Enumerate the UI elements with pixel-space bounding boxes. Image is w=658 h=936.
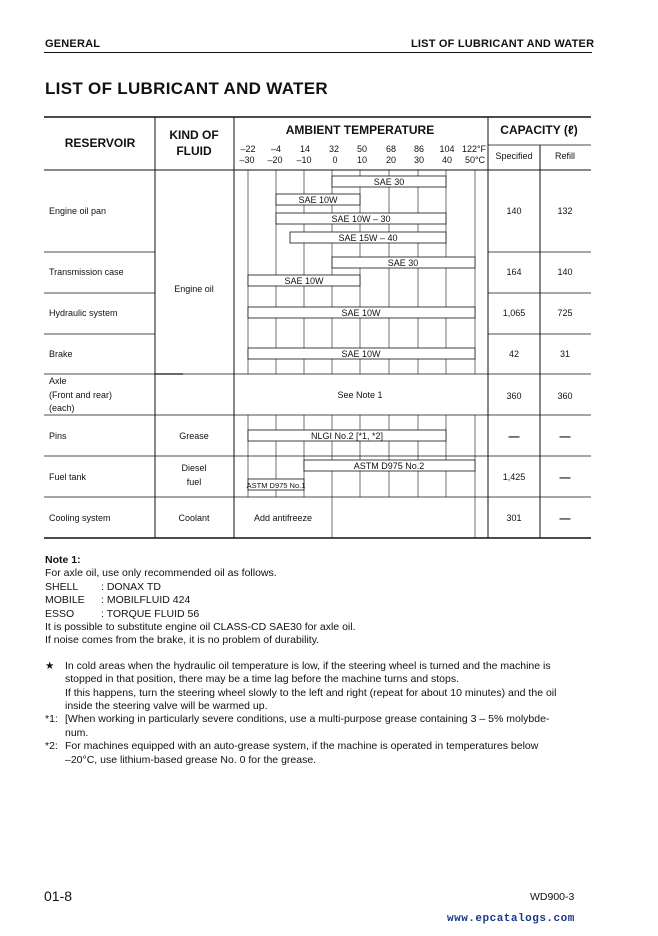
refill-value: — bbox=[559, 431, 571, 443]
specified-value: 301 bbox=[506, 513, 522, 523]
bar-label: ASTM D975 No.1 bbox=[246, 481, 306, 490]
reservoir-header: RESERVOIR bbox=[64, 136, 136, 150]
temp-f-label: 122°F bbox=[461, 144, 487, 154]
bar-label: SAE 30 bbox=[387, 258, 419, 268]
temp-c-label: –30 bbox=[239, 155, 255, 165]
temp-c-label: 10 bbox=[356, 155, 368, 165]
specified-value: 164 bbox=[506, 267, 522, 277]
specified-header: Specified bbox=[495, 151, 533, 161]
star-line: If this happens, turn the steering wheel slowly to the left and right (repeat for about 10 minutes) and the oil bbox=[65, 686, 557, 699]
note-noise: If noise comes from the brake, it is no problem of durability. bbox=[45, 634, 320, 647]
row-axle-each: (each) bbox=[49, 403, 75, 413]
cooling-note: Add antifreeze bbox=[253, 513, 313, 523]
note-substitute: It is possible to substitute engine oil CLASS-CD SAE30 for axle oil. bbox=[45, 621, 356, 634]
temp-c-label: 40 bbox=[441, 155, 453, 165]
model-number: WD900-3 bbox=[530, 891, 575, 903]
row-transmission-case: Transmission case bbox=[49, 267, 124, 277]
refill-value: 140 bbox=[557, 267, 573, 277]
oil-row bbox=[45, 594, 595, 607]
specified-value: 1,065 bbox=[502, 308, 526, 318]
oil-brand: ESSO bbox=[45, 607, 75, 620]
refill-value: — bbox=[559, 513, 571, 525]
star-line: In cold areas when the hydraulic oil temperature is low, if the steering wheel is turned and the machine is bbox=[65, 659, 551, 672]
oil-row bbox=[45, 581, 595, 594]
oil-brand: SHELL bbox=[45, 580, 79, 593]
row-hydraulic-system: Hydraulic system bbox=[49, 308, 118, 318]
temp-f-label: 32 bbox=[328, 144, 340, 154]
note-title: Note 1: bbox=[45, 554, 81, 566]
temp-f-label: 14 bbox=[299, 144, 311, 154]
temp-c-label: 0 bbox=[332, 155, 338, 165]
footnote-line: [When working in particularly severe conditions, use a multi-purpose grease containing 3 – 5% molybde- bbox=[65, 713, 550, 726]
footnote-1 bbox=[45, 713, 595, 740]
footnote-mark: *2: bbox=[45, 740, 58, 753]
refill-value: 360 bbox=[557, 391, 573, 401]
temp-f-label: –22 bbox=[240, 144, 256, 154]
row-axle: Axle bbox=[49, 376, 67, 386]
row-pins: Pins bbox=[49, 431, 67, 441]
refill-value: 132 bbox=[557, 206, 573, 216]
oil-brand: MOBILE bbox=[45, 594, 85, 607]
oil-product: : DONAX TD bbox=[101, 580, 161, 593]
ambient-header: AMBIENT TEMPERATURE bbox=[285, 123, 435, 137]
specified-value: 140 bbox=[506, 206, 522, 216]
row-brake: Brake bbox=[49, 349, 73, 359]
footnote-mark: *1: bbox=[45, 713, 58, 726]
footnote-line: –20°C, use lithium-based grease No. 0 for the grease. bbox=[65, 753, 317, 766]
bar-label: SAE 10W bbox=[284, 276, 324, 286]
temp-f-label: –4 bbox=[270, 144, 282, 154]
star-note bbox=[45, 660, 595, 714]
bar-label: SAE 10W – 30 bbox=[331, 214, 391, 224]
temperature-bars bbox=[247, 176, 475, 490]
oil-product: : MOBILFLUID 424 bbox=[101, 594, 191, 607]
row-axle-sub: (Front and rear) bbox=[49, 390, 113, 400]
notes-section bbox=[45, 554, 595, 767]
oil-row bbox=[45, 608, 595, 621]
specified-value: 1,425 bbox=[502, 472, 526, 482]
temp-c-label: –10 bbox=[296, 155, 312, 165]
bar-label: SAE 10W bbox=[298, 195, 338, 205]
fluid-header-1: KIND OF bbox=[169, 128, 219, 142]
row-cooling-system: Cooling system bbox=[49, 513, 111, 523]
fluid-engine-oil: Engine oil bbox=[174, 284, 214, 294]
star-icon: ★ bbox=[45, 659, 55, 672]
fluid-fuel: fuel bbox=[186, 477, 202, 487]
temp-f-label: 104 bbox=[439, 144, 455, 154]
header-section: GENERAL bbox=[45, 38, 101, 50]
specified-value: — bbox=[508, 431, 520, 443]
temp-c-label: 30 bbox=[413, 155, 425, 165]
footnote-line: num. bbox=[65, 726, 89, 739]
footnote-2 bbox=[45, 740, 595, 767]
row-engine-oil-pan: Engine oil pan bbox=[49, 206, 107, 216]
bar-label: SAE 30 bbox=[373, 177, 405, 187]
watermark: www.epcatalogs.com bbox=[447, 913, 575, 925]
footnote-line: For machines equipped with an auto-grease system, if the machine is operated in temperatures below bbox=[65, 740, 539, 753]
temp-c-label: 20 bbox=[385, 155, 397, 165]
fluid-coolant: Coolant bbox=[178, 513, 210, 523]
temp-c-label: 50°C bbox=[464, 155, 486, 165]
specified-value: 42 bbox=[508, 349, 520, 359]
row-fuel-tank: Fuel tank bbox=[49, 472, 87, 482]
refill-value: 725 bbox=[557, 308, 573, 318]
star-line: stopped in that position, there may be a time lag before the machine turns and stops. bbox=[65, 673, 459, 686]
bar-label: ASTM D975 No.2 bbox=[353, 461, 425, 471]
bar-label: NLGI No.2 [*1, *2] bbox=[310, 431, 384, 441]
fluid-diesel: Diesel bbox=[181, 463, 207, 473]
capacity-header: CAPACITY (ℓ) bbox=[500, 123, 578, 137]
page-title: LIST OF LUBRICANT AND WATER bbox=[45, 79, 328, 98]
fluid-grease: Grease bbox=[179, 431, 209, 441]
temp-f-label: 50 bbox=[356, 144, 368, 154]
bar-label: SAE 10W bbox=[341, 349, 381, 359]
refill-value: — bbox=[559, 472, 571, 484]
note-intro: For axle oil, use only recommended oil as follows. bbox=[45, 567, 277, 580]
refill-header: Refill bbox=[554, 151, 576, 161]
fluid-header-2: FLUID bbox=[176, 144, 212, 158]
bar-label: SAE 15W – 40 bbox=[338, 233, 398, 243]
star-line: inside the steering valve will be warmed up. bbox=[65, 700, 268, 713]
page-number: 01-8 bbox=[44, 888, 73, 904]
refill-value: 31 bbox=[559, 349, 571, 359]
bar-label: SAE 10W bbox=[341, 308, 381, 318]
temp-c-label: –20 bbox=[267, 155, 283, 165]
specified-value: 360 bbox=[506, 391, 522, 401]
header-chapter: LIST OF LUBRICANT AND WATER bbox=[411, 38, 595, 50]
axle-note: See Note 1 bbox=[337, 390, 383, 400]
temp-f-label: 86 bbox=[413, 144, 425, 154]
temp-f-label: 68 bbox=[385, 144, 397, 154]
oil-product: : TORQUE FLUID 56 bbox=[101, 607, 200, 620]
